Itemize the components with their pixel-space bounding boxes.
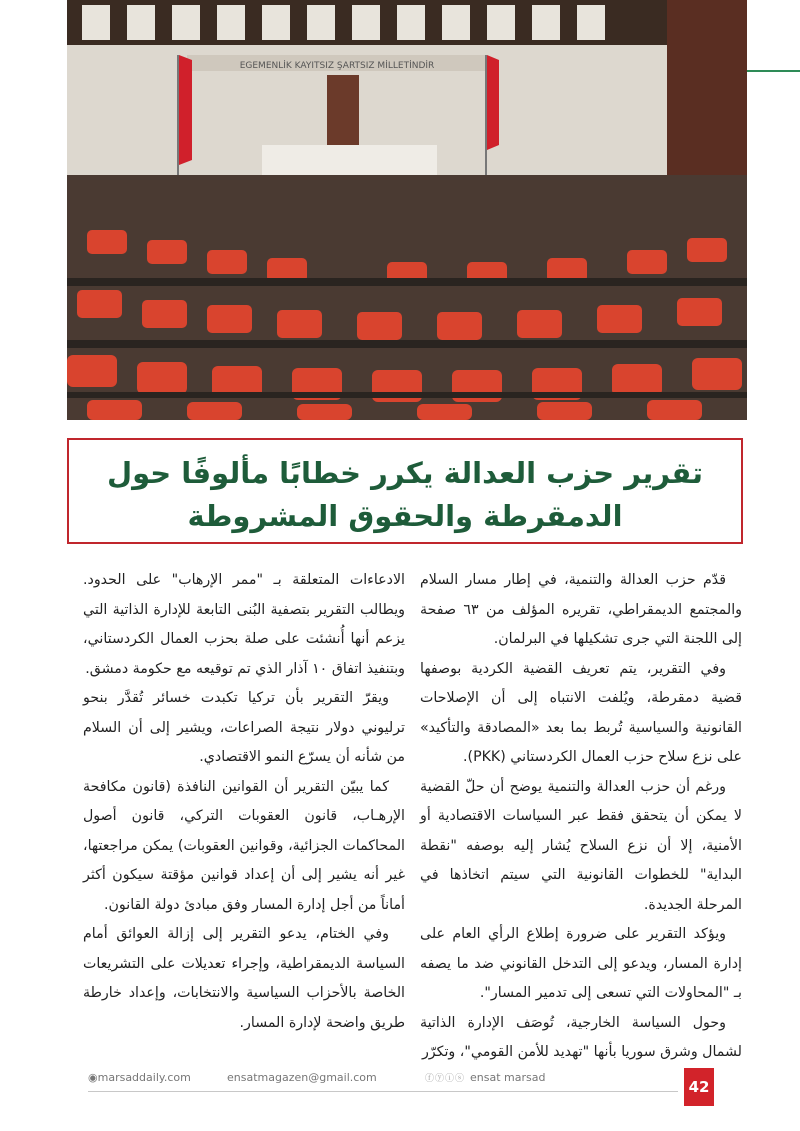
decorative-green-line — [747, 70, 800, 72]
paragraph: وفي التقرير، يتم تعريف القضية الكردية بوصفها قضية دمقرطة، ويُلفت الانتباه إلى أن الإصلاحات القانونية والسياسية تُربط بما بعد «المصادقة والتأكيد» على نزع سلاح حزب العمال الكردستاني (PKK). — [420, 660, 742, 765]
paragraph: وحول السياسة الخارجية، تُوصَف الإدارة الذاتية لشمال وشرق سوريا بأنها "تهديد للأمن القومي"، وتكرّر — [420, 1014, 742, 1060]
social-icons: ⓕⓨⓘⓢ — [425, 1074, 466, 1084]
footer-site-text: marsaddaily.com — [97, 1071, 191, 1084]
article-title: تقرير حزب العدالة يكرر خطابًا مألوفًا حول الدمقرطة والحقوق المشروطة — [106, 456, 704, 533]
article-column-right — [420, 566, 742, 1068]
paragraph: ويؤكد التقرير على ضرورة إطلاع الرأي العام على إدارة المسار، ويدعو إلى التدخل القانوني ضد ما يصفه بـ "المحاولات التي تسعى إلى تدمير المسار". — [420, 926, 742, 1001]
paragraph: ورغم أن حزب العدالة والتنمية يوضح أن حلّ القضية لا يمكن أن يتحقق فقط عبر السياسات الاقتصادية أو الأمنية، إلا أن نزع السلاح يُشار إليه بوصفه "نقطة البداية" للخطوات القانونية التي سيتم اتخاذها في المرحلة الجديدة. — [420, 778, 742, 913]
page-number-badge: 42 — [684, 1068, 714, 1106]
paragraph: قدّم حزب العدالة والتنمية، في إطار مسار السلام والمجتمع الديمقراطي، تقريره المؤلف من ٦٣ صفحة إلى اللجنة التي جرى تشكيلها في البرلمان. — [420, 572, 743, 647]
wall-sign-text: EGEMENLİK KAYITSIZ ŞARTSIZ MİLLETİNDİR — [239, 61, 435, 71]
globe-icon: ◉ — [88, 1071, 98, 1084]
page-footer — [88, 1071, 678, 1089]
footer-social-handle: ensat marsad — [470, 1071, 546, 1084]
article-title-box — [67, 438, 743, 544]
footer-site-link[interactable] — [88, 1071, 191, 1084]
parliament-photo — [67, 0, 747, 420]
footer-email[interactable]: ensatmagazen@gmail.com — [227, 1071, 377, 1084]
footer-divider — [88, 1091, 678, 1092]
paragraph: كما يبيّن التقرير أن القوانين النافذة (قانون مكافحة الإرهـاب، قانون العقوبات التركي، قانون أصول المحاكمات الجزائية، وقوانين العقوبات) يمكن مراجعتها، غير أنه يشير إلى أن إعداد قوانين مؤقتة سيكون أكثر أماناً من أجل إدارة المسار وفق مبادئ دولة القانون. — [83, 778, 405, 913]
article-column-left — [83, 566, 405, 1038]
paragraph: ويقرّ التقرير بأن تركيا تكبدت خسائر تُقدَّر بنحو ترليوني دولار نتيجة الصراعات، ويشير إلى أن السلام من شأنه أن يسرّع النمو الاقتصادي. — [83, 690, 405, 765]
paragraph: وفي الختام، يدعو التقرير إلى إزالة العوائق أمام السياسة الديمقراطية، وإجراء تعديلات على التشريعات الخاصة بالأحزاب السياسية والانتخابات، وإعداد خارطة طريق واضحة لإدارة المسار. — [83, 926, 405, 1031]
paragraph: الادعاءات المتعلقة بـ "ممر الإرهاب" على الحدود. ويطالب التقرير بتصفية البُنى التابعة للإدارة الذاتية التي يزعم أنها أُنشئت على صلة بحزب العمال الكردستاني، وبتنفيذ اتفاق ١٠ آذار الذي تم توقيعه مع حكومة دمشق. — [83, 572, 405, 677]
